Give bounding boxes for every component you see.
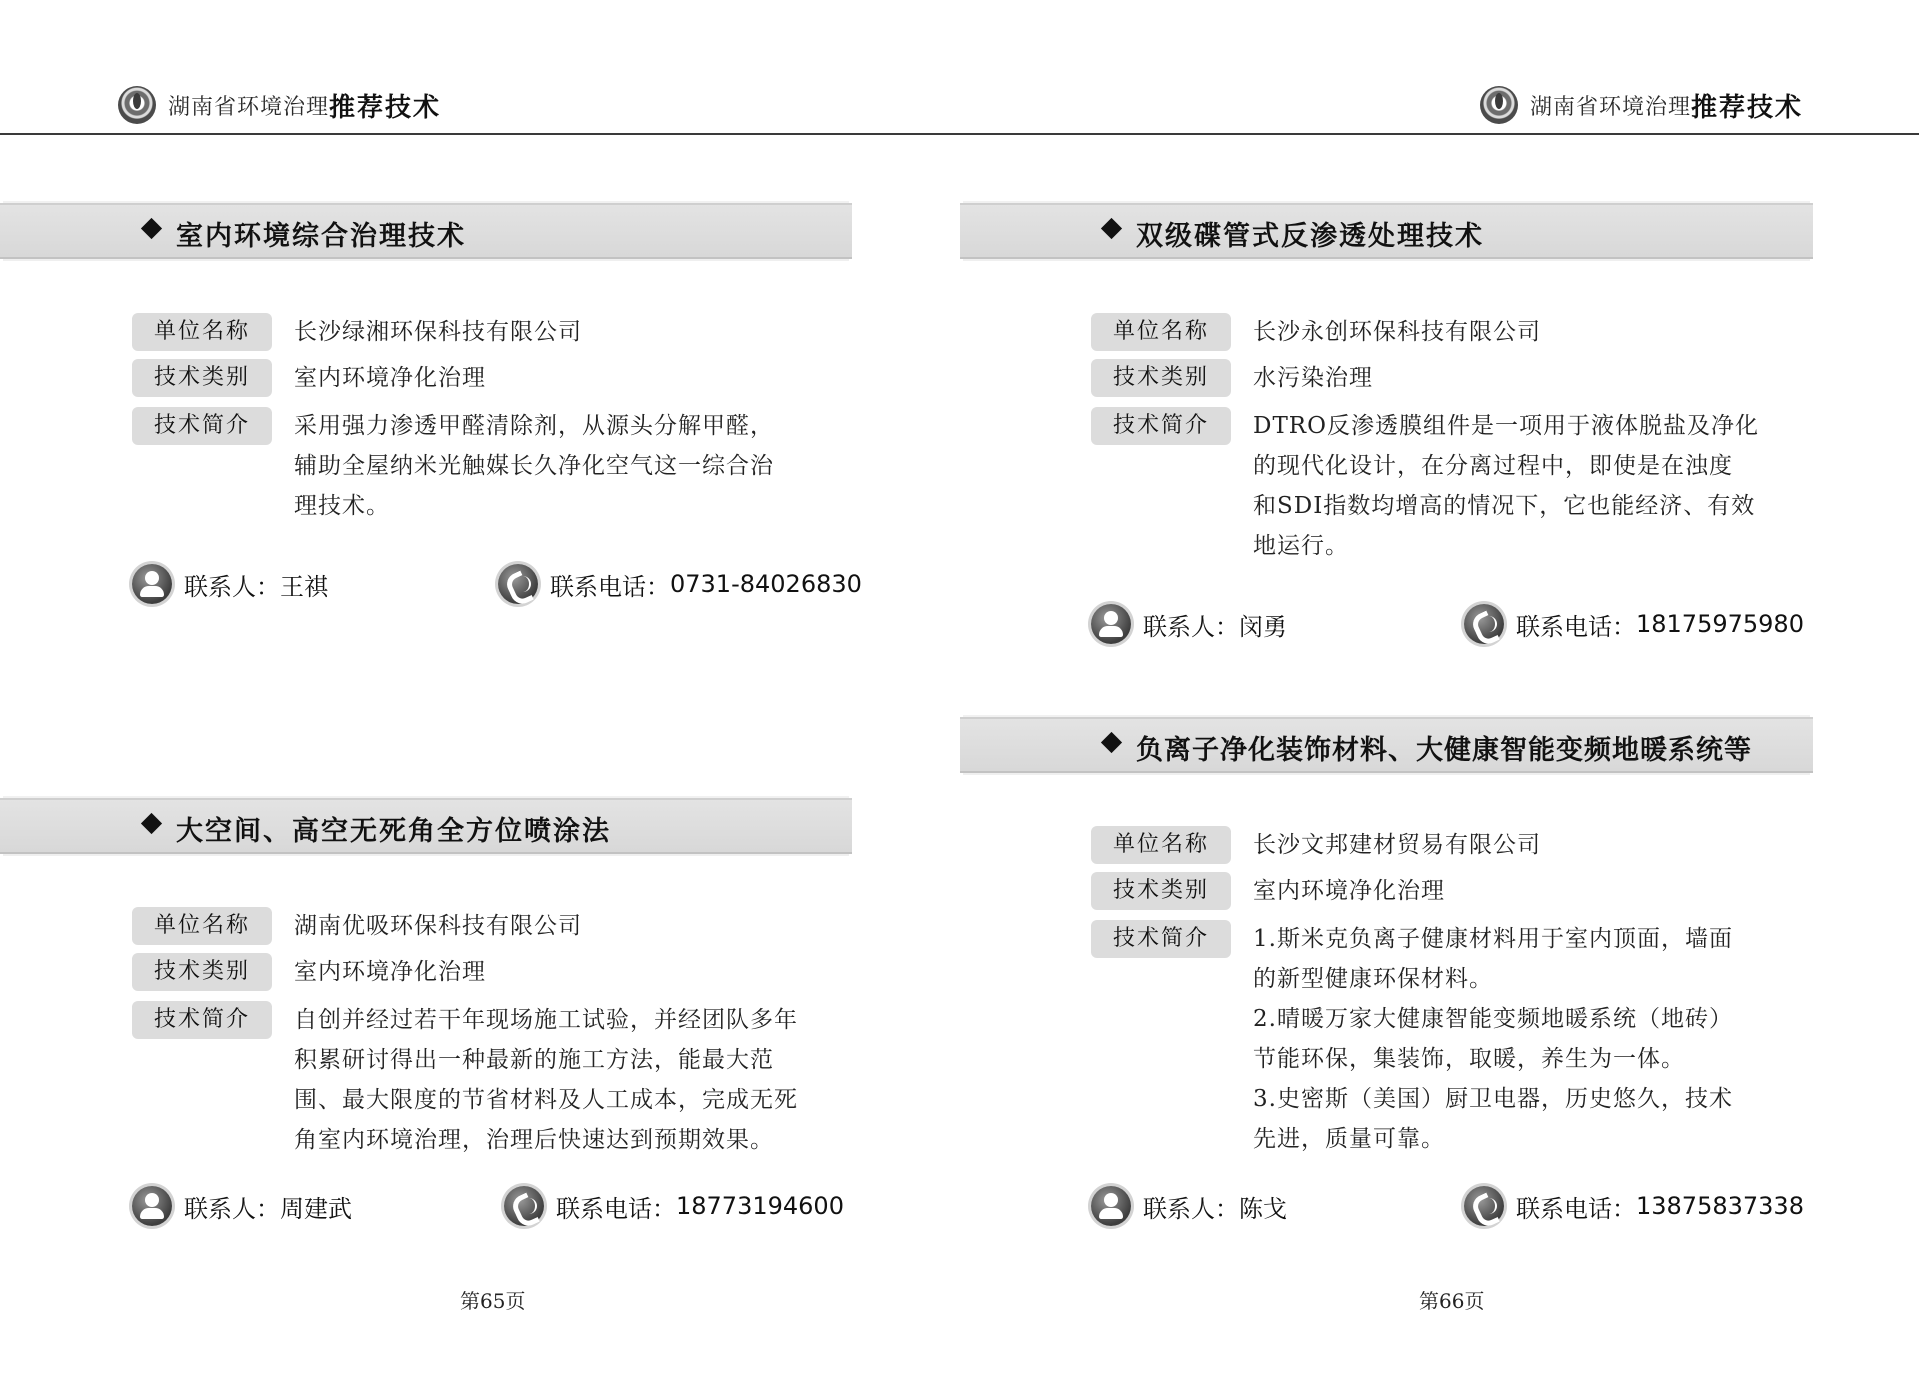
company-label: 单位名称: [132, 313, 272, 351]
category-label: 技术类别: [1091, 359, 1231, 397]
intro-line: 先进，质量可靠。: [1253, 1126, 1445, 1152]
company-value: 长沙文邦建材贸易有限公司: [1253, 832, 1541, 858]
phone-icon: [1464, 1186, 1504, 1226]
contact-person: [1091, 604, 1287, 644]
brand-name: 湖南省环境治理: [168, 94, 330, 120]
company-value: 长沙绿湘环保科技有限公司: [294, 319, 582, 345]
company-value: 湖南优吸环保科技有限公司: [294, 913, 582, 939]
brand-tagline: 推荐技术: [1691, 92, 1804, 123]
intro-line: 积累研讨得出一种最新的施工方法，能最大范: [294, 1047, 774, 1073]
page-number: 第66页: [1419, 1289, 1485, 1313]
logo-icon: [1480, 86, 1518, 124]
phone-icon: [504, 1186, 544, 1226]
contact-person-name: 闵勇: [1239, 612, 1287, 641]
person-icon: [1091, 1186, 1131, 1226]
contact-person-name: 陈戈: [1239, 1194, 1287, 1223]
intro-line: DTRO反渗透膜组件是一项用于液体脱盐及净化: [1253, 413, 1759, 439]
intro-line: 和SDI指数均增高的情况下，它也能经济、有效: [1253, 493, 1756, 519]
logo-icon: [118, 86, 156, 124]
intro-text: [1253, 919, 1733, 1159]
contact-phone-number: 13875837338: [1636, 1192, 1804, 1220]
phone-icon: [1464, 604, 1504, 644]
contact-person: [1091, 1186, 1287, 1226]
intro-line: 围、最大限度的节省材料及人工成本，完成无死: [294, 1087, 798, 1113]
contact-person-name: 周建武: [280, 1194, 352, 1223]
intro-label: 技术简介: [1091, 407, 1231, 445]
intro-line: 3.史密斯（美国）厨卫电器，历史悠久，技术: [1253, 1086, 1733, 1112]
intro-line: 采用强力渗透甲醛清除剂，从源头分解甲醛，: [294, 413, 774, 439]
company-label: 单位名称: [1091, 313, 1231, 351]
intro-line: 地运行。: [1253, 533, 1349, 559]
section-title: 双级碟管式反渗透处理技术: [1136, 221, 1484, 252]
contact-phone-number: 0731-84026830: [670, 570, 862, 598]
page-66: [960, 0, 1919, 1382]
section-title: 大空间、高空无死角全方位喷涂法: [176, 816, 611, 847]
intro-line: 的新型健康环保材料。: [1253, 966, 1493, 992]
intro-line: 节能环保，集装饰，取暖，养生为一体。: [1253, 1046, 1685, 1072]
contact-person-name: 王祺: [280, 572, 328, 601]
person-icon: [132, 1186, 172, 1226]
contact-phone: [1464, 604, 1804, 644]
intro-text: [1253, 406, 1759, 566]
brand-tagline: 推荐技术: [329, 92, 442, 123]
intro-label: 技术简介: [132, 1001, 272, 1039]
section-title: 负离子净化装饰材料、大健康智能变频地暖系统等: [1136, 735, 1752, 766]
contact-phone: [498, 564, 862, 604]
intro-line: 理技术。: [294, 493, 390, 519]
person-icon: [1091, 604, 1131, 644]
phone-icon: [498, 564, 538, 604]
brand-name: 湖南省环境治理: [1530, 94, 1692, 120]
contact-phone-label: 联系电话：: [556, 1194, 676, 1223]
section-banner: [0, 203, 852, 259]
intro-line: 自创并经过若干年现场施工试验，并经团队多年: [294, 1007, 798, 1033]
contact-phone: [1464, 1186, 1804, 1226]
intro-line: 2.晴暖万家大健康智能变频地暖系统（地砖）: [1253, 1006, 1733, 1032]
contact-person-label: 联系人：: [1143, 1194, 1239, 1223]
contact-phone-number: 18773194600: [676, 1192, 844, 1220]
section-banner: [0, 798, 852, 854]
header-brand: [118, 86, 441, 124]
company-label: 单位名称: [132, 907, 272, 945]
category-value: 室内环境净化治理: [294, 959, 486, 985]
company-label: 单位名称: [1091, 826, 1231, 864]
contact-phone-number: 18175975980: [1636, 610, 1804, 638]
intro-label: 技术简介: [132, 407, 272, 445]
intro-text: [294, 1000, 798, 1160]
contact-phone-label: 联系电话：: [1516, 612, 1636, 641]
intro-line: 辅助全屋纳米光触媒长久净化空气这一综合治: [294, 453, 774, 479]
category-value: 水污染治理: [1253, 365, 1373, 391]
intro-line: 的现代化设计，在分离过程中，即使是在浊度: [1253, 453, 1733, 479]
diamond-icon: [1101, 218, 1122, 239]
intro-line: 1.斯米克负离子健康材料用于室内顶面，墙面: [1253, 926, 1733, 952]
category-value: 室内环境净化治理: [294, 365, 486, 391]
contact-person: [132, 564, 328, 604]
category-label: 技术类别: [132, 359, 272, 397]
contact-phone-label: 联系电话：: [1516, 1194, 1636, 1223]
intro-text: [294, 406, 774, 526]
category-value: 室内环境净化治理: [1253, 878, 1445, 904]
section-banner: [960, 717, 1813, 773]
contact-phone-label: 联系电话：: [550, 572, 670, 601]
page-number: 第65页: [460, 1289, 526, 1313]
intro-line: 角室内环境治理，治理后快速达到预期效果。: [294, 1127, 774, 1153]
contact-person-label: 联系人：: [184, 572, 280, 601]
diamond-icon: [141, 813, 162, 834]
contact-phone: [504, 1186, 844, 1226]
header-brand: [1480, 86, 1803, 124]
diamond-icon: [141, 218, 162, 239]
page-65: [0, 0, 959, 1382]
company-value: 长沙永创环保科技有限公司: [1253, 319, 1541, 345]
section-title: 室内环境综合治理技术: [176, 221, 466, 252]
category-label: 技术类别: [132, 953, 272, 991]
diamond-icon: [1101, 732, 1122, 753]
contact-person-label: 联系人：: [184, 1194, 280, 1223]
person-icon: [132, 564, 172, 604]
category-label: 技术类别: [1091, 872, 1231, 910]
contact-person: [132, 1186, 352, 1226]
section-banner: [960, 203, 1813, 259]
contact-person-label: 联系人：: [1143, 612, 1239, 641]
intro-label: 技术简介: [1091, 920, 1231, 958]
